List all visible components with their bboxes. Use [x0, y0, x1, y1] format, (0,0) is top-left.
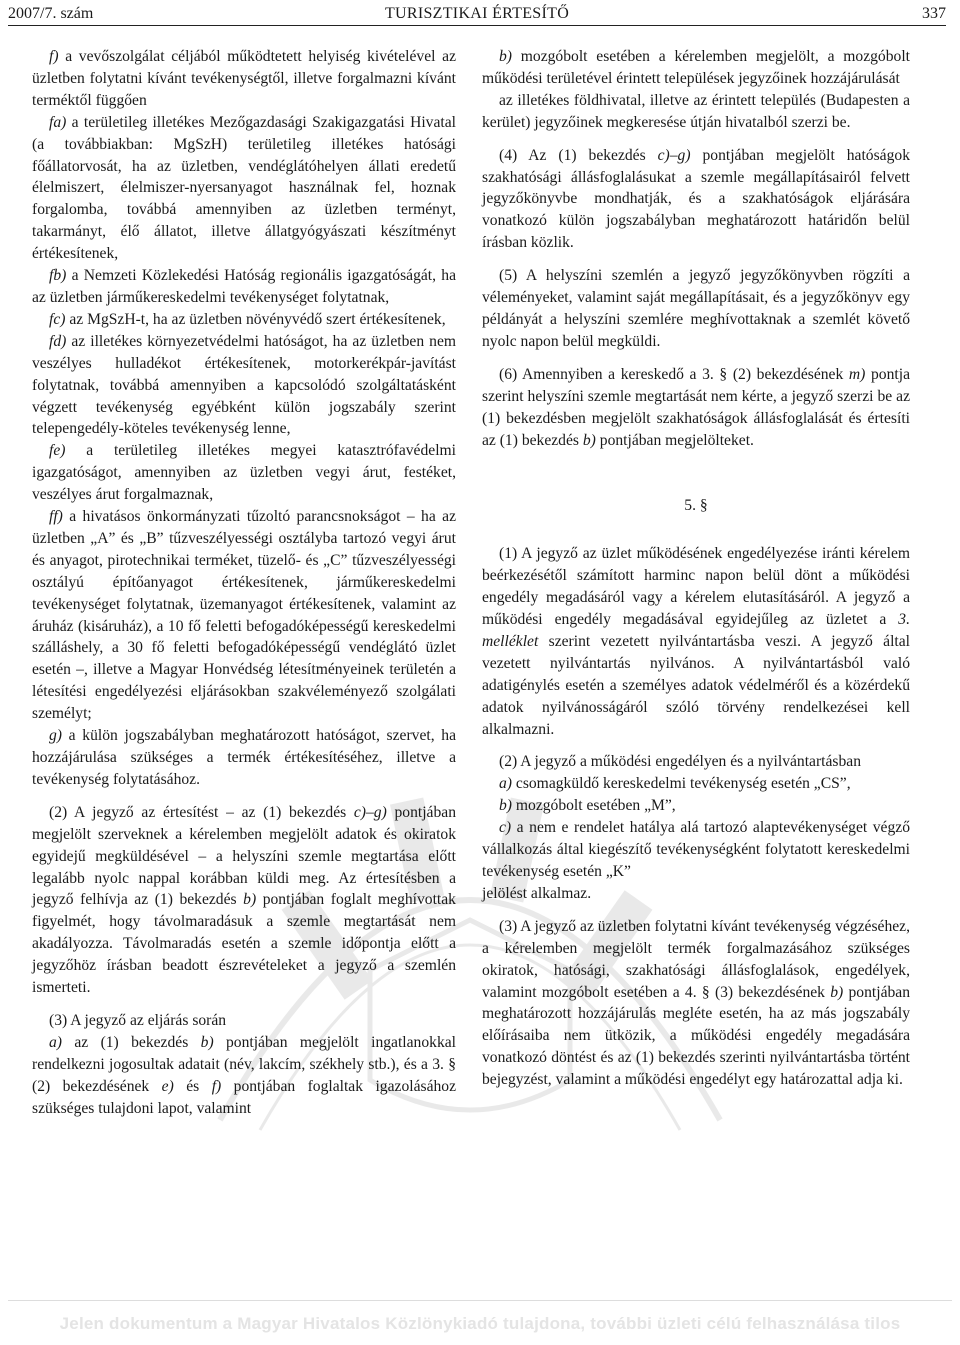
text-run: a területileg illetékes megyei katasztrófavédelmi igazgatóságot, amennyiben az üzletben vegyi árut, festéket, veszélyes árut forgalmaznak, — [32, 442, 456, 504]
paragraph — [482, 773, 910, 795]
footer-rule — [8, 1300, 952, 1301]
paragraph — [32, 1032, 456, 1120]
right-column — [482, 46, 910, 1091]
paragraph — [32, 1010, 456, 1032]
text-run: pontjában foglalt meghívottak figyelmét, hogy távolmaradásuk a szemle megtartását nem akadályozza. Távolmaradás esetén a szemle időpontja előtt a jegyzőhöz írásban beadott észrevételeket a jegyző a szemlén ismerteti. — [32, 891, 456, 997]
text-run: (5) A helyszíni szemlén a jegyző jegyzőkönyvben rögzíti a véleményeket, valamint saját megállapításait, és a jegyzőkönyv egy példányát a helyszíni szemlére meghívottaknak a szemlét követő nyolc napon belül megküldi. — [482, 267, 910, 350]
italic-reference: 3. melléklet — [482, 611, 910, 650]
paragraph — [482, 90, 910, 134]
paragraph — [482, 145, 910, 255]
text-run: csomagküldő kereskedelmi tevékenység esetén „CS”, — [512, 775, 851, 793]
paragraph — [32, 802, 456, 999]
paragraph — [32, 309, 456, 331]
text-run: (4) Az (1) bekezdés — [499, 146, 658, 164]
publication-title: TURISZTIKAI ÉRTESÍTŐ — [384, 5, 570, 22]
italic-reference: fb) — [49, 267, 67, 285]
italic-reference: a) — [49, 1033, 62, 1051]
text-run: az MgSzH-t, ha az üzletben növényvédő szert értékesítenek, — [65, 310, 446, 328]
paragraph — [482, 364, 910, 452]
text-run: (3) A jegyző az üzletben folytatni kívánt tevékenység végzéséhez, a kérelemben megjelölt termék forgalmazásához szükséges okiratok, hatósági, szakhatósági állásfoglalások, engedélyek, valamint mozgóbolt esetében a 4. § (3) bekezdésének — [482, 917, 910, 1001]
text-run: a külön jogszabályban meghatározott hatóságot, szervet, ha hozzájárulása szükséges a termék értékesítéséhez, illetve a tevékenység folytatásához. — [32, 727, 456, 788]
italic-reference: fd) — [49, 332, 67, 350]
paragraph — [32, 506, 456, 725]
italic-reference: b) — [243, 891, 257, 909]
paragraph — [32, 440, 456, 506]
text-run: jelölést alkalmaz. — [482, 884, 592, 902]
italic-reference: g) — [49, 727, 62, 745]
italic-reference: b) — [582, 431, 596, 449]
issue-date: 2007/7. szám — [8, 5, 94, 22]
italic-reference: a) — [499, 775, 512, 793]
italic-reference: fc) — [49, 310, 66, 328]
text-run: az (1) bekezdés — [62, 1033, 201, 1051]
text-run: az illetékes földhivatal, illetve az érintett település (Budapesten a kerület) jegyzőinek megkeresése útján hivatalból szerzi be. — [482, 91, 910, 131]
italic-reference: ff) — [49, 508, 63, 526]
italic-reference: b) — [499, 48, 512, 65]
section-heading: 5. § — [684, 497, 708, 515]
paragraph — [482, 543, 910, 740]
text-run: a Nemzeti Közlekedési Hatóság regionális igazgatóságát, ha az üzletben járműkereskedelmi tevékenységet folytatnak, — [32, 267, 456, 306]
text-run: pontjában megjelölt ingatlanokkal rendelkezni jogosultak adatait (név, lakcím, székhely stb.), és a 3. § (2) bekezdésének — [32, 1033, 456, 1095]
paragraph — [482, 265, 910, 353]
text-run: és — [173, 1077, 212, 1095]
copyright-footer: Jelen dokumentum a Magyar Hivatalos Közlönykiadó tulajdona, további üzleti célú felhasználása tilos — [59, 1314, 901, 1333]
text-run: a nem e rendelet hatálya alá tartozó alaptevékenységet végző vállalkozás által kiegészítő tevékenységként folytatott kereskedelmi tevékenység esetén „K” — [482, 819, 910, 880]
text-run: a hivatásos önkormányzati tűzoltó parancsnokságot – ha az üzletben „A” és „B” tűzveszélyességi osztályba tartozó vegyi árut és anyagot, pirotechnikai terméket, tüzelő- és „C” tűzveszélyességi osztályú építőanyagot értékesítenek, járműkereskedelmi tevékenységet folytatnak, üzemanyagot értékesítenek, valamint az áruház (kisáruház), a 10 fő feletti befogadóképességű kereskedelmi szálláshely, a 30 fő feletti befogadóképességű vendéglátó üzlet esetén –, illetve a Magyar Honvédség létesítményeinek területén a létesítési engedélyezési eljárásokban szakvéleményező szolgálati személyt; — [32, 508, 456, 723]
italic-reference: f) — [49, 48, 59, 65]
italic-reference: fe) — [49, 442, 66, 460]
text-run: (2) A jegyző a működési engedélyen és a nyilvántartásban — [499, 753, 862, 771]
text-run: (2) A jegyző az értesítést – az (1) bekezdés — [49, 803, 354, 821]
paragraph — [482, 883, 910, 905]
text-run: pontjában megjelölt szerveknek a kérelemben megjelölt adatok és okiratok egyidejű megküldésével – a helyszíni szemle megtartása előtt legalább nyolc nappal korábban küldi meg. Az értesítésben a jegyző felhívja az (1) bekezdés — [32, 803, 456, 909]
italic-reference: f) — [211, 1077, 222, 1095]
italic-reference: fa) — [49, 113, 67, 131]
text-run: (1) A jegyző az üzlet működésének engedélyezése iránti kérelem beérkezésétől számított harminc napon belül dönt a működési engedély megadásáról vagy a kérelem elutasításáról. A jegyző a működési engedély megadásával egyidejűleg az üzletet a — [482, 545, 910, 629]
text-run: pontjában meghatározott hozzájárulás megléte esetén, ha az más jogszabály előírásaiba nem ütközik, a működési engedély megadására vonatkozó döntést és az (1) bekezdés szerinti nyilvántartásba történt bejegyzést, valamint a működési engedélyt egy határozattal adja ki. — [482, 983, 911, 1089]
italic-reference: m) — [848, 365, 866, 383]
left-column — [32, 46, 456, 1120]
page-number: 337 — [922, 5, 946, 22]
paragraph — [482, 916, 910, 1091]
text-run: az illetékes környezetvédelmi hatóságot, ha az üzletben nem veszélyes hulladékot értékesítenek, motorkerékpár-javítást folytatnak, továbbá amennyiben a kapcsolódó szolgáltatásként végzett tevékenység egyébként külön jogszabály szerint telepengedély-köteles tevékenység lenne, — [32, 332, 456, 438]
paragraph — [482, 795, 910, 817]
text-run: pontjában foglaltak igazolásához szükséges tulajdoni lapot, valamint — [32, 1077, 457, 1117]
italic-reference: e) — [161, 1077, 174, 1095]
italic-reference: c) — [499, 819, 512, 837]
text-run: (3) A jegyző az eljárás során — [49, 1011, 227, 1029]
text-run: mozgóbolt esetében „M”, — [512, 797, 676, 815]
text-run: pontja szerint helyszíni szemle megtartását nem kérte, a jegyző szerzi be az (1) bekezdésben megjelölt szakhatóságok állásfoglalását és értesíti az (1) bekezdés — [482, 365, 910, 449]
text-run: mozgóbolt esetében a kérelemben megjelölt, a mozgóbolt működési területével érintett települések jegyzőinek hozzájárulását — [482, 48, 910, 87]
paragraph — [32, 265, 456, 309]
italic-reference: c)–g) — [657, 146, 691, 164]
italic-reference: b) — [830, 983, 844, 1001]
text-run: szerint vezetett nyilvántartásba veszi. A jegyző által vezetett nyilvántartás nyilvános. A nyilvántartásból való adatigénylés esetén a személyes adatok védelméről és a közérdekű adatok nyilvánosságáról szóló törvény rendelkezései kell alkalmazni. — [482, 632, 910, 738]
italic-reference: b) — [200, 1033, 214, 1051]
paragraph — [32, 725, 456, 791]
italic-reference: c)–g) — [353, 803, 387, 821]
header-rule — [8, 25, 946, 26]
text-run: a vevőszolgálat céljából működtetett helyiség kivételével az üzletben folytatni kívánt tevékenységtől, illetve forgalmazni kívánt terméktől függően — [32, 48, 456, 109]
paragraph — [32, 112, 456, 265]
paragraph — [32, 331, 456, 441]
text-run: (6) Amennyiben a kereskedő a 3. § (2) bekezdésének — [499, 365, 849, 383]
running-header — [8, 4, 946, 26]
paragraph — [482, 46, 910, 90]
paragraph — [482, 751, 910, 773]
text-run: a területileg illetékes Mezőgazdasági Szakigazgatási Hivatal (a továbbiakban: MgSzH) területileg illetékes hatósági főállatorvosát, ha az üzletben, vendéglátóhelyen állati eredetű élelmiszert, élelmiszer-nyersanyagot használnak fel, hoznak forgalomba, továbbá amennyiben az üzletben terményt, takarmányt, élő állatot, illetve állatgyógyászati készítményt értékesítenek, — [32, 113, 456, 263]
paragraph — [482, 817, 910, 883]
text-run: pontjában megjelölteket. — [595, 431, 754, 449]
paragraph — [32, 46, 456, 112]
text-run: pontjában megjelölt hatóságok szakhatósági állásfoglalásukat a szemle megállapításairól felvett jegyzőkönyvbe mondhatják, és a szakhatóságok eljárására vonatkozó külön jogszabályban meghatározott határidőn belül írásban közlik. — [482, 146, 910, 252]
italic-reference: b) — [499, 797, 512, 815]
